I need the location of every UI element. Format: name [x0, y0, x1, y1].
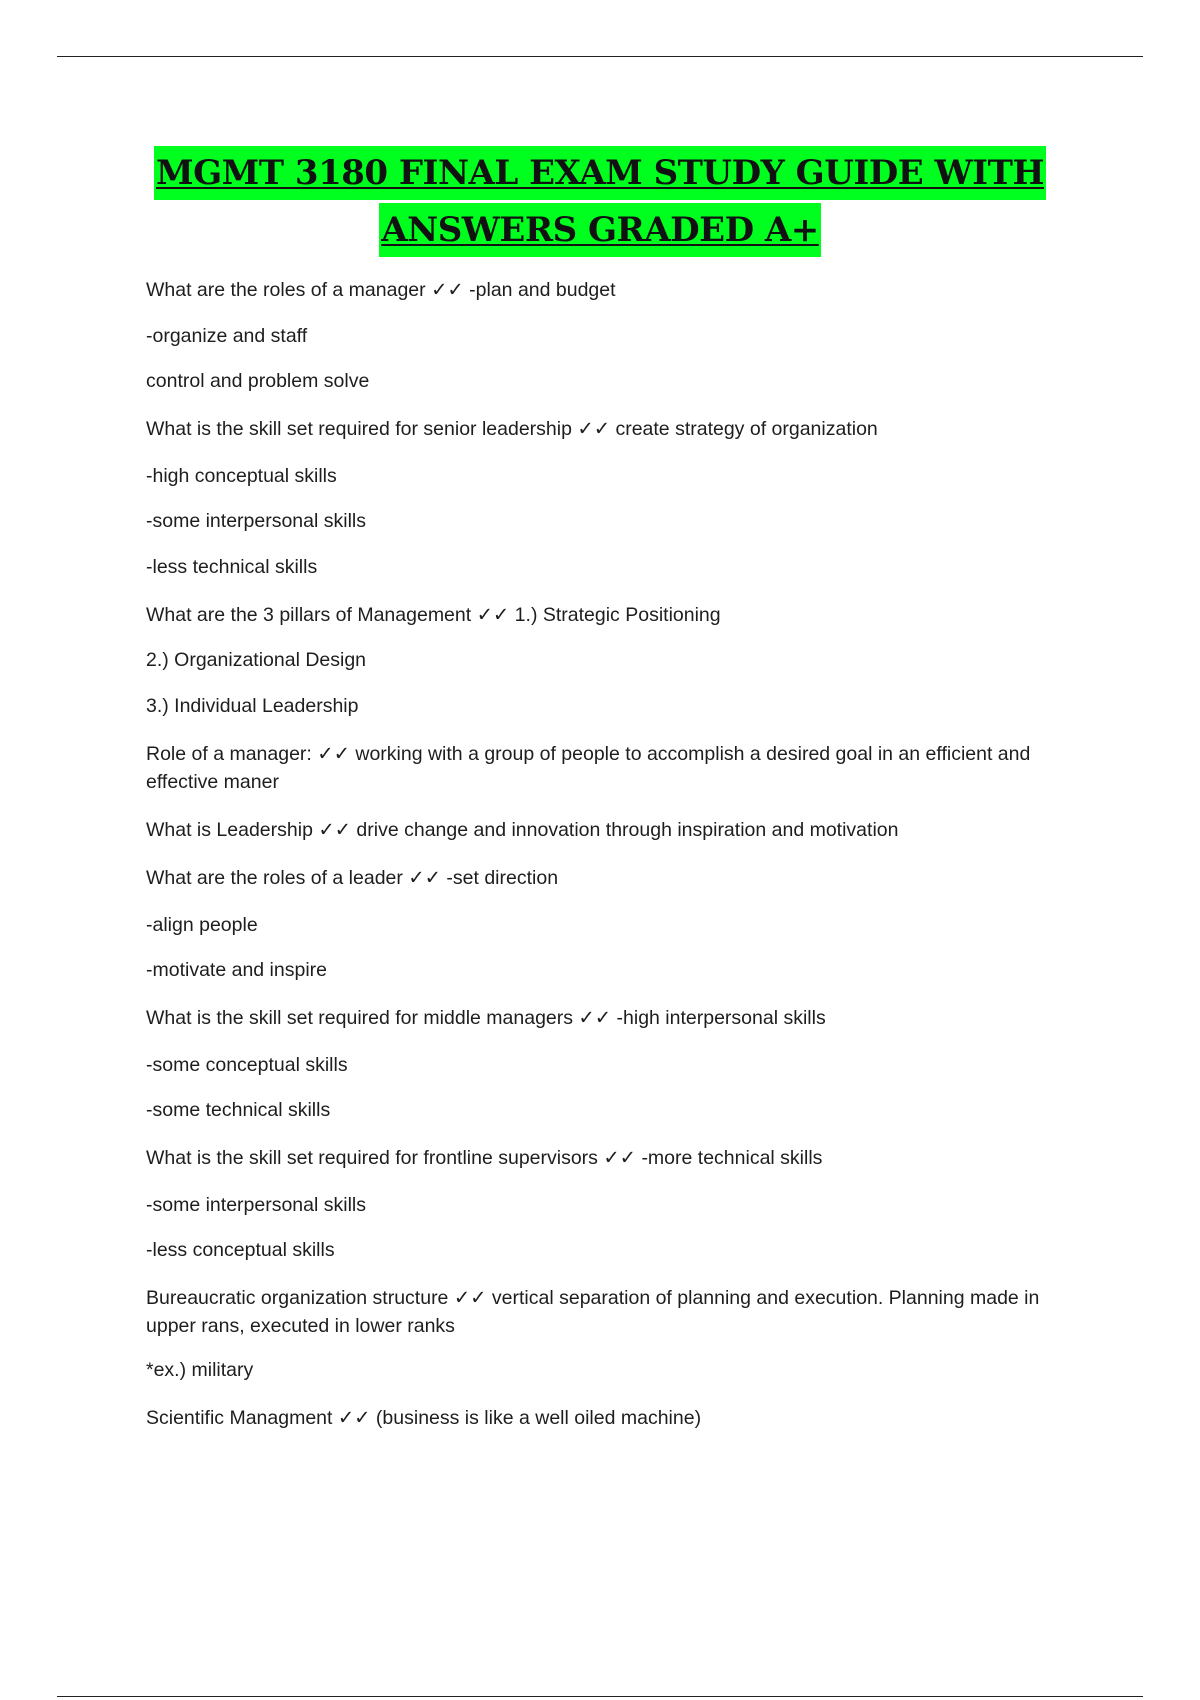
- text-line: *ex.) military: [146, 1359, 254, 1381]
- document-title: [0, 146, 1200, 257]
- text-line: -organize and staff: [146, 325, 308, 347]
- text-line: -less technical skills: [146, 556, 318, 578]
- document-body: [146, 276, 1086, 1432]
- header-rule: [57, 56, 1143, 57]
- text-line: 3.) Individual Leadership: [146, 695, 359, 717]
- text-line: What is the skill set required for middle managers ✓✓ -high interpersonal skills: [146, 1007, 826, 1029]
- footer-rule: [57, 1696, 1143, 1697]
- text-line: -some interpersonal skills: [146, 1194, 366, 1216]
- title-line-2: ANSWERS GRADED A+: [379, 203, 821, 257]
- text-line: 2.) Organizational Design: [146, 649, 367, 671]
- text-line: What are the roles of a leader ✓✓ -set direction: [146, 867, 559, 889]
- text-line: Scientific Managment ✓✓ (business is like a well oiled machine): [146, 1407, 702, 1429]
- text-line: Bureaucratic organization structure ✓✓ vertical separation of planning and execution. Planning made in upper rans, executed in lower ranks: [146, 1287, 1040, 1337]
- text-line: -some conceptual skills: [146, 1054, 348, 1076]
- text-line: What is the skill set required for frontline supervisors ✓✓ -more technical skills: [146, 1147, 823, 1169]
- text-line: What are the roles of a manager ✓✓ -plan and budget: [146, 279, 616, 301]
- text-line: -motivate and inspire: [146, 959, 328, 981]
- text-line: -some technical skills: [146, 1099, 331, 1121]
- text-line: -high conceptual skills: [146, 465, 337, 487]
- text-line: What is Leadership ✓✓ drive change and innovation through inspiration and motivation: [146, 819, 899, 841]
- text-line: control and problem solve: [146, 370, 370, 392]
- text-line: What is the skill set required for senior leadership ✓✓ create strategy of organization: [146, 418, 878, 440]
- text-line: Role of a manager: ✓✓ working with a group of people to accomplish a desired goal in an efficient and effective maner: [146, 743, 1031, 793]
- text-line: -less conceptual skills: [146, 1239, 335, 1261]
- text-line: What are the 3 pillars of Management ✓✓ 1.) Strategic Positioning: [146, 604, 721, 626]
- text-line: -align people: [146, 914, 258, 936]
- title-line-1: MGMT 3180 FINAL EXAM STUDY GUIDE WITH: [154, 146, 1046, 200]
- text-line: -some interpersonal skills: [146, 510, 366, 532]
